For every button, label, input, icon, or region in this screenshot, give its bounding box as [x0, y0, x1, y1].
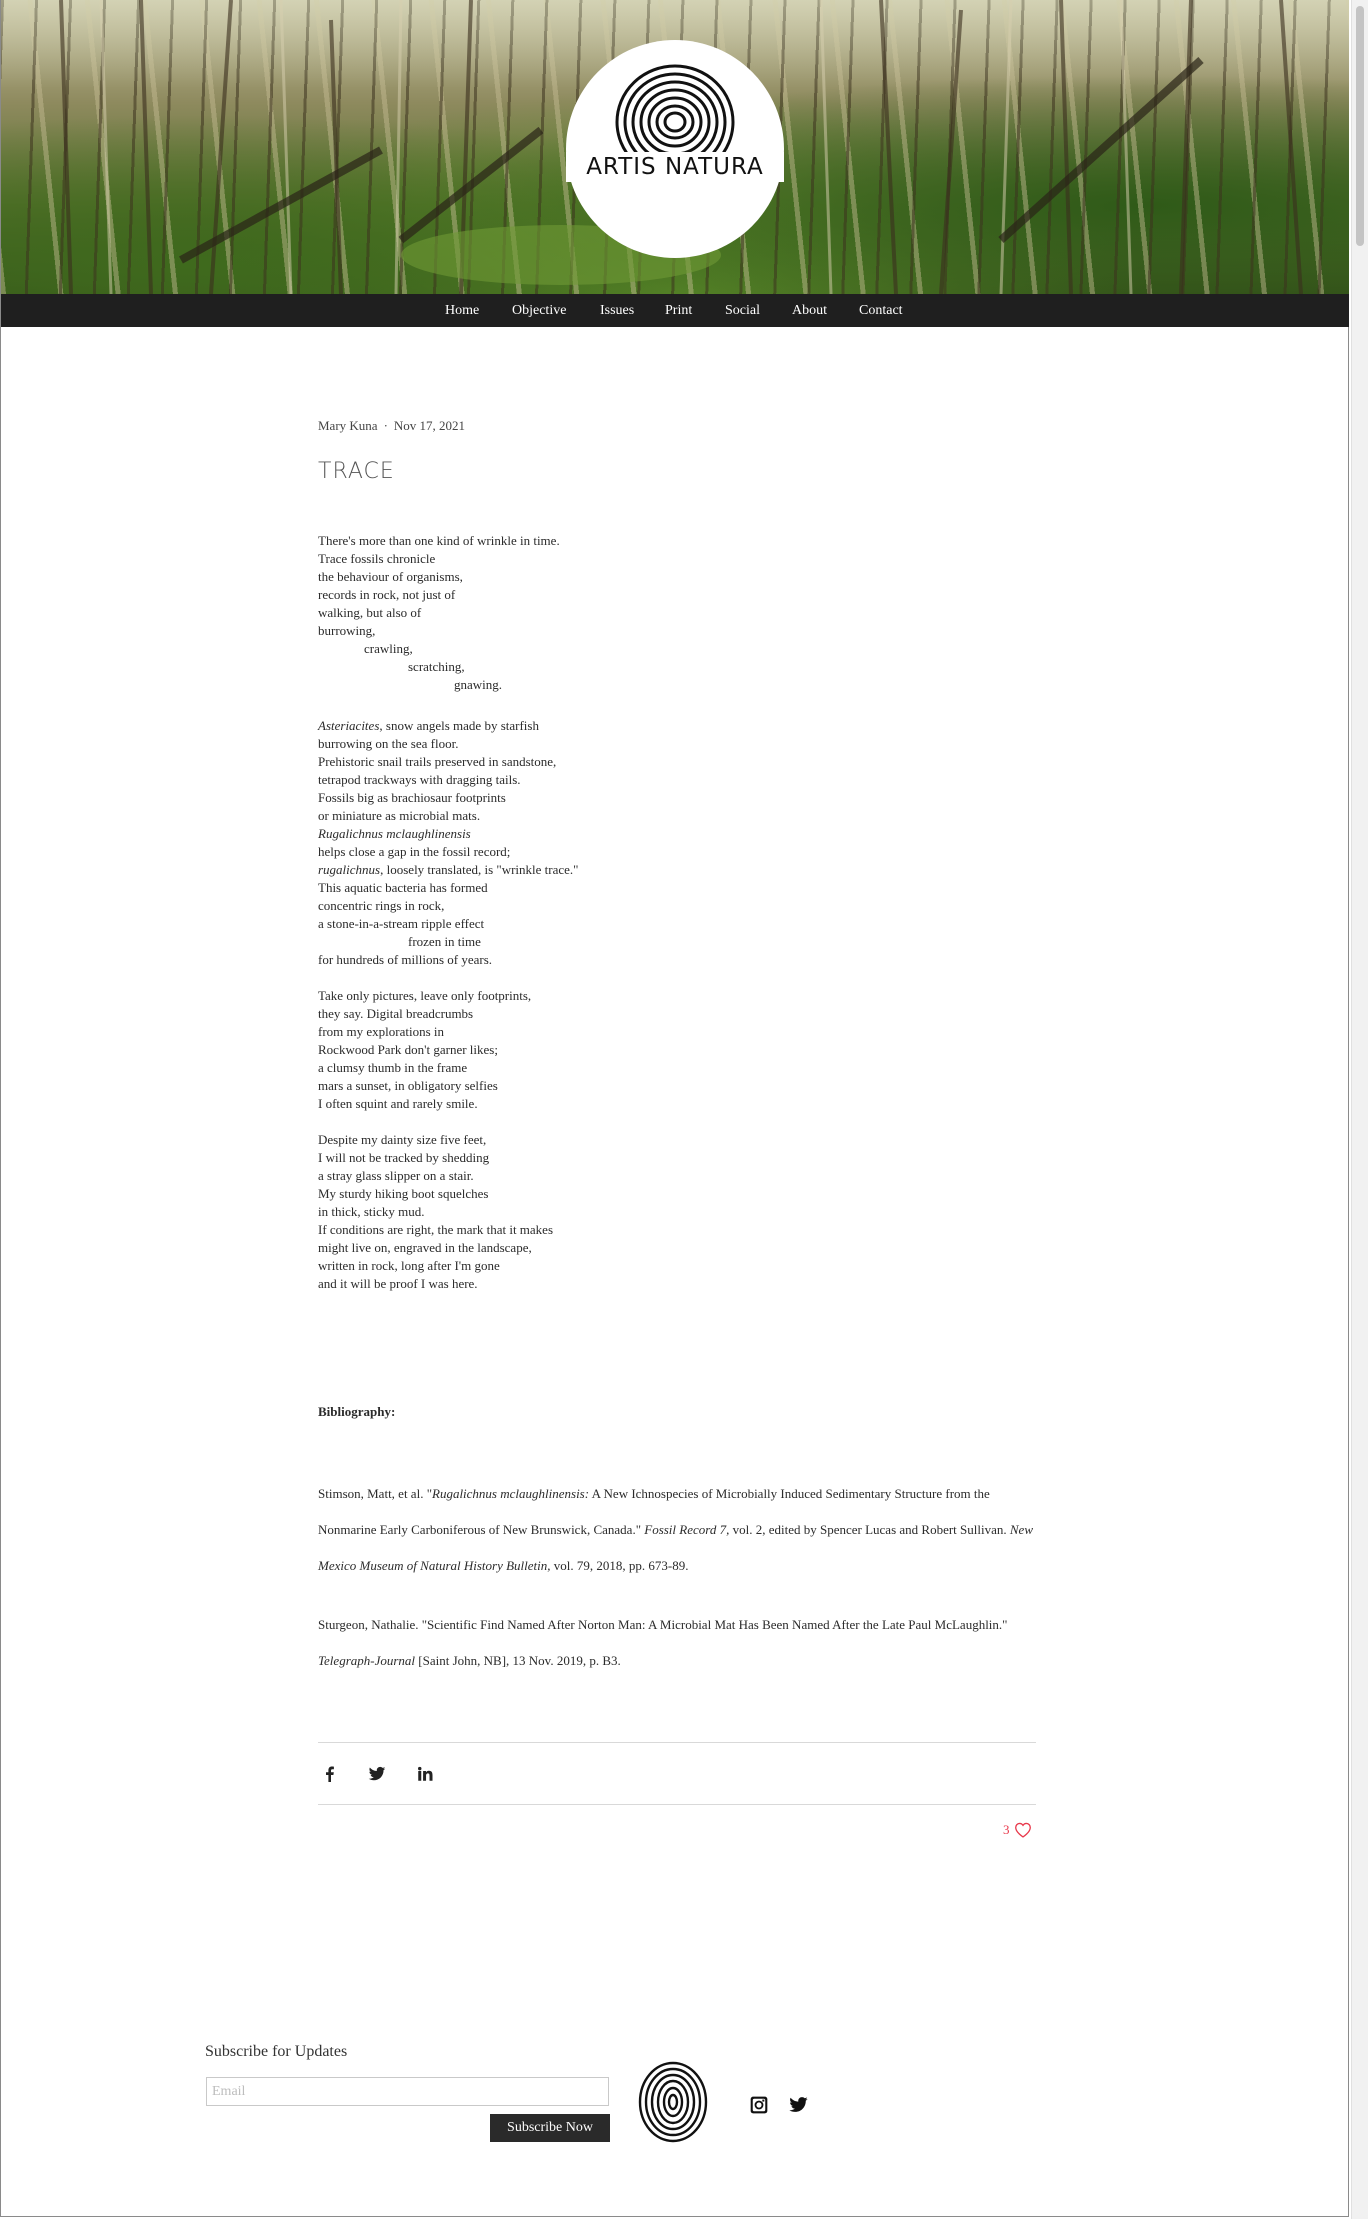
- poem-line: [318, 717, 578, 735]
- italic-term: Rugalichnus mclaughlinensis: [318, 826, 471, 841]
- nav-about[interactable]: About: [792, 303, 827, 318]
- bibliography-heading: Bibliography:: [318, 1404, 396, 1419]
- citation-text: vol. 2, edited by Spencer Lucas and Robert Sullivan.: [729, 1522, 1010, 1537]
- poem-line: This aquatic bacteria has formed: [318, 880, 488, 895]
- meta-separator: ·: [383, 418, 388, 433]
- italic-term: Asteriacites: [318, 718, 380, 733]
- citation-italic: New Mexico Museum of Natural History Bulletin,: [318, 1522, 1033, 1573]
- subscribe-title: Subscribe for Updates: [205, 2043, 348, 2060]
- citation-text: vol. 79, 2018, pp. 673-89.: [550, 1558, 689, 1573]
- bibliography-entry: [318, 1607, 1038, 1679]
- poem-line: There's more than one kind of wrinkle in time.: [318, 533, 560, 548]
- citation-italic: Fossil Record 7,: [644, 1522, 730, 1537]
- site-logo[interactable]: [566, 40, 784, 258]
- header-banner: [1, 0, 1349, 294]
- poem-line: from my explorations in: [318, 1024, 445, 1039]
- poem-line: tetrapod trackways with dragging tails.: [318, 772, 521, 787]
- poem-line: or miniature as microbial mats.: [318, 808, 481, 823]
- poem-line: Trace fossils chronicle: [318, 551, 436, 566]
- poem-line: for hundreds of millions of years.: [318, 952, 493, 967]
- poem-text: , loosely translated, is "wrinkle trace.": [380, 862, 579, 877]
- poem-line: concentric rings in rock,: [318, 898, 445, 913]
- stanza-1: [318, 532, 578, 694]
- citation-text: Sturgeon, Nathalie. "Scientific Find Named After Norton Man: A Microbial Mat Has Been Named After the Late Paul McLaughlin.": [318, 1617, 1008, 1632]
- stanza-2: [318, 717, 578, 969]
- bibliography-list: [318, 1476, 1038, 1702]
- citation-text: [Saint John, NB], 13 Nov. 2019, p. B3.: [415, 1653, 621, 1668]
- poem-line: Despite my dainty size five feet,: [318, 1132, 487, 1147]
- like-counter[interactable]: [1003, 1822, 1032, 1838]
- bibliography-entry: [318, 1476, 1038, 1584]
- fingerprint-logo-icon: [637, 2060, 709, 2144]
- citation-italic: Telegraph-Journal: [318, 1653, 416, 1668]
- post-date: Nov 17, 2021: [393, 418, 466, 433]
- nav-issues[interactable]: Issues: [600, 303, 635, 318]
- poem-line: frozen in time: [408, 934, 481, 949]
- poem-line: Prehistoric snail trails preserved in sandstone,: [318, 754, 557, 769]
- stanza-3: [318, 987, 578, 1113]
- facebook-icon[interactable]: [321, 1765, 339, 1783]
- poem-line: written in rock, long after I'm gone: [318, 1258, 500, 1273]
- poem-line: Fossils big as brachiosaur footprints: [318, 790, 506, 805]
- poem-line: I often squint and rarely smile.: [318, 1096, 478, 1111]
- poem-line: records in rock, not just of: [318, 587, 456, 602]
- email-field[interactable]: [206, 2077, 609, 2106]
- instagram-icon[interactable]: [749, 2095, 769, 2115]
- nav-objective[interactable]: Objective: [512, 303, 567, 318]
- citation-text: Stimson, Matt, et al. ": [318, 1486, 432, 1501]
- poem-line: mars a sunset, in obligatory selfies: [318, 1078, 498, 1093]
- post-meta: [318, 418, 465, 434]
- nav-social[interactable]: Social: [725, 303, 760, 318]
- poem-line: burrowing,: [318, 623, 376, 638]
- linkedin-icon[interactable]: [416, 1765, 434, 1783]
- citation-italic: Rugalichnus mclaughlinensis:: [432, 1486, 590, 1501]
- poem-body: [318, 532, 578, 1311]
- heart-icon[interactable]: [1014, 1822, 1032, 1838]
- poem-line: a stray glass slipper on a stair.: [318, 1168, 474, 1183]
- twitter-icon[interactable]: [788, 2095, 809, 2115]
- poem-line: a stone-in-a-stream ripple effect: [318, 916, 485, 931]
- poem-line: [318, 861, 578, 879]
- poem-line: they say. Digital breadcrumbs: [318, 1006, 474, 1021]
- poem-line: [318, 825, 578, 843]
- post-title: TRACE: [318, 459, 395, 484]
- scrollbar-thumb[interactable]: [1356, 6, 1364, 246]
- nav-contact[interactable]: Contact: [859, 303, 903, 318]
- poem-line: Rockwood Park don't garner likes;: [318, 1042, 498, 1057]
- like-count: 3: [1003, 1822, 1010, 1837]
- poem-line: If conditions are right, the mark that it makes: [318, 1222, 554, 1237]
- citation-text: A New Ichnospecies of Microbially Induced Sedimentary Structure from the Nonmarine Early Carboniferous of New Brunswick, Canada.": [318, 1486, 990, 1537]
- poem-line: a clumsy thumb in the frame: [318, 1060, 468, 1075]
- share-bar: [318, 1742, 1036, 1805]
- poem-line: gnawing.: [454, 677, 503, 692]
- poem-line: might live on, engraved in the landscape,: [318, 1240, 532, 1255]
- italic-term: rugalichnus: [318, 862, 381, 877]
- site-logo-text: ARTIS NATURA: [566, 152, 784, 182]
- nav-home[interactable]: Home: [445, 303, 480, 318]
- nav-print[interactable]: Print: [665, 303, 693, 318]
- subscribe-button[interactable]: Subscribe Now: [490, 2114, 610, 2142]
- poem-line: scratching,: [408, 659, 465, 674]
- poem-line: the behaviour of organisms,: [318, 569, 463, 584]
- poem-line: and it will be proof I was here.: [318, 1276, 478, 1291]
- poem-line: crawling,: [364, 641, 413, 656]
- post-author[interactable]: Mary Kuna: [318, 418, 378, 433]
- poem-line: burrowing on the sea floor.: [318, 736, 459, 751]
- poem-line: Take only pictures, leave only footprints,: [318, 988, 532, 1003]
- poem-line: My sturdy hiking boot squelches: [318, 1186, 489, 1201]
- poem-line: I will not be tracked by shedding: [318, 1150, 490, 1165]
- twitter-icon[interactable]: [368, 1765, 386, 1783]
- main-nav: [1, 294, 1349, 327]
- poem-line: in thick, sticky mud.: [318, 1204, 425, 1219]
- stanza-4: [318, 1131, 578, 1293]
- poem-line: helps close a gap in the fossil record;: [318, 844, 511, 859]
- poem-line: walking, but also of: [318, 605, 422, 620]
- poem-text: , snow angels made by starfish: [379, 718, 539, 733]
- scrollbar[interactable]: [1351, 0, 1368, 2219]
